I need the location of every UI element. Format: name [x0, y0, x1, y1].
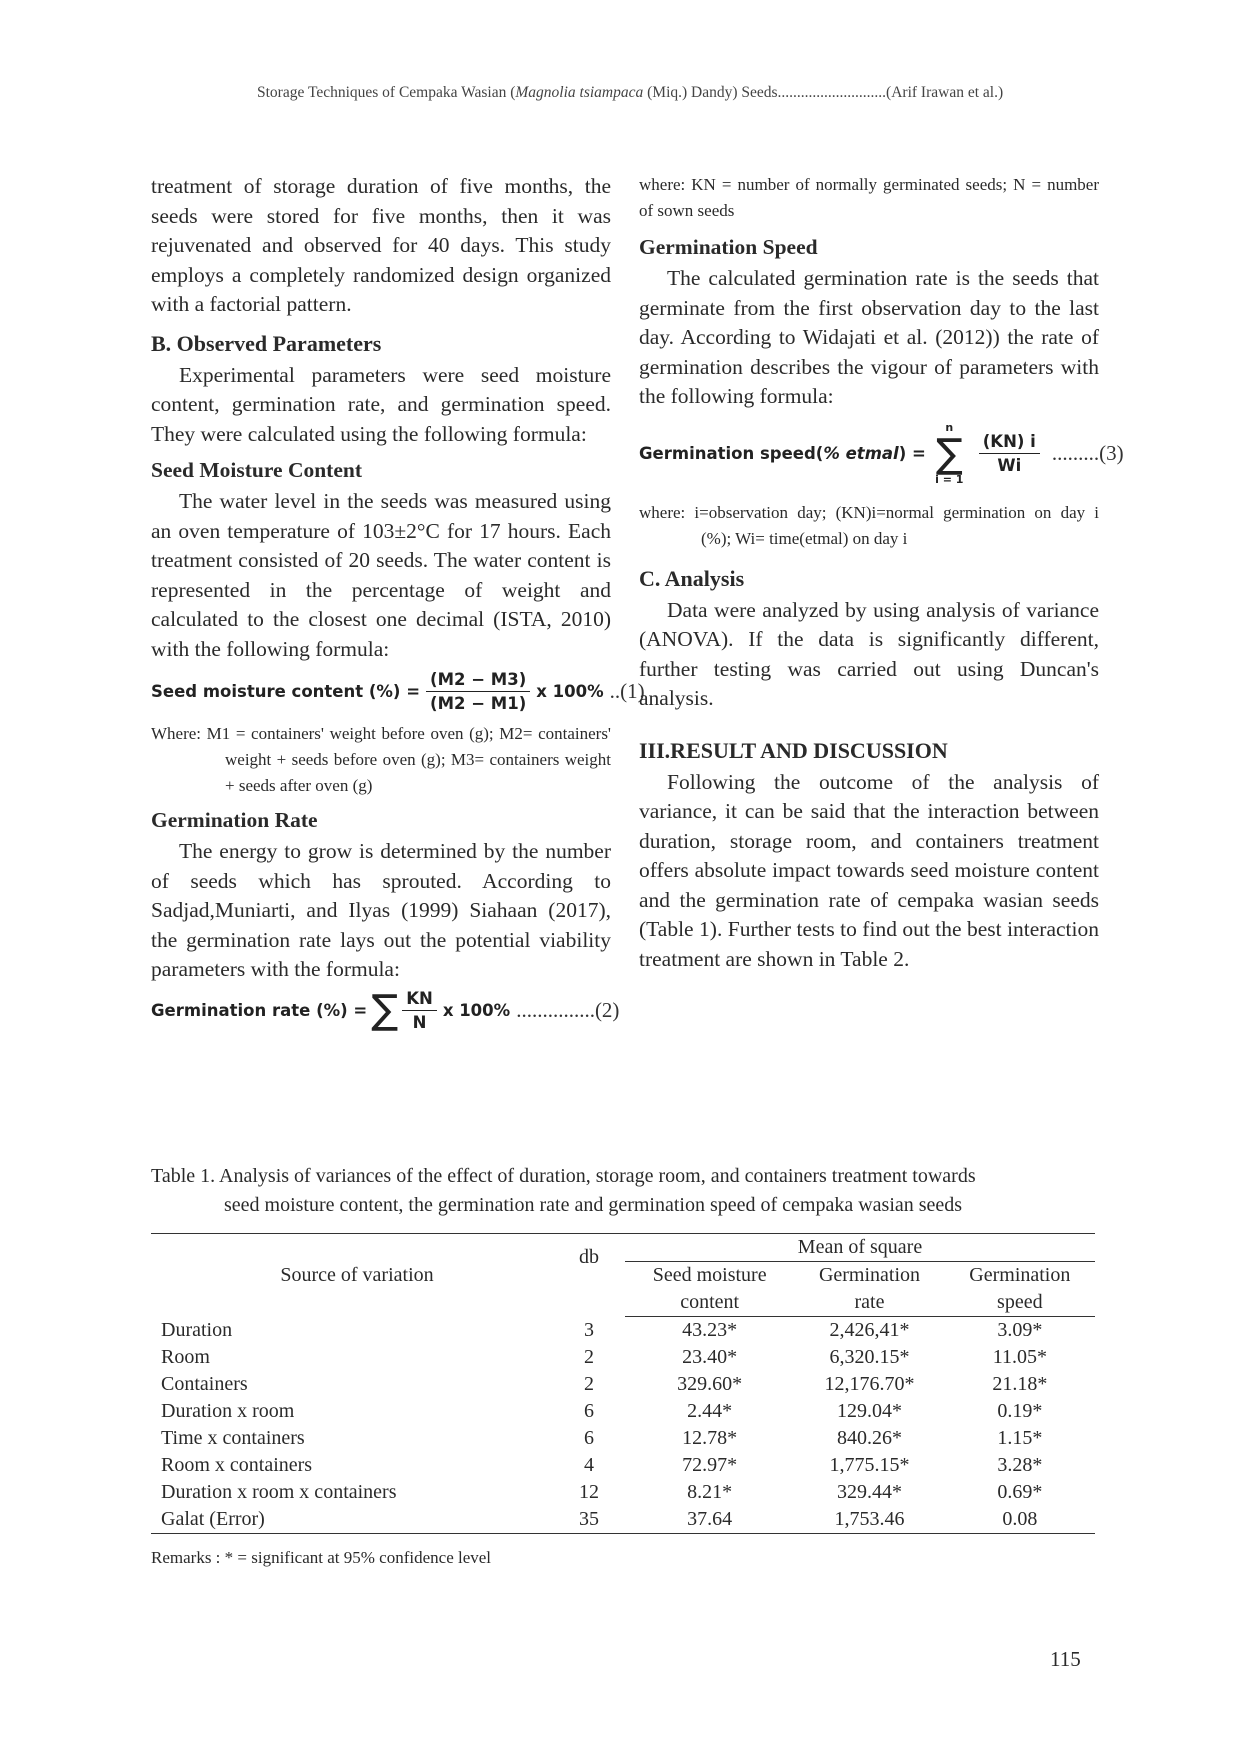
sum-lower-limit: i = 1: [935, 472, 964, 486]
cell-db: 6: [584, 1400, 594, 1422]
where-note: where: i=observation day; (KN)i=normal germination on day i (%); Wi= time(etmal) on day i: [639, 502, 1099, 548]
section-heading: C. Analysis: [639, 565, 745, 591]
caption-line-1: Table 1. Analysis of variances of the effect of duration, storage room, and containers treatment towards: [151, 1165, 976, 1187]
cell-rate: 1,753.46: [794, 1506, 944, 1534]
table-row: [151, 1506, 1095, 1534]
equation-rate: [151, 987, 620, 1033]
paragraph: The water level in the seeds was measured using an oven temperature of 103±2°C for 17 hours. Each treatment consisted of 20 seeds. The water content is represented in the percentage of weight and calculated to the closest one decimal (ISTA, 2010) with the following formula:: [151, 489, 611, 661]
where-note: Where: M1 = containers' weight before oven (g); M2= containers' weight + seeds before oven (g); M3= containers weight + seeds after oven (g): [151, 724, 611, 795]
cell-source: Galat (Error): [151, 1506, 553, 1534]
header-speed: Germination: [969, 1264, 1071, 1286]
cell-db: 4: [584, 1454, 594, 1476]
header-moisture-2: content: [625, 1289, 794, 1317]
cell-rate: 2,426,41*: [829, 1319, 910, 1341]
equation-lhs: Seed moisture content (%) =: [151, 682, 421, 701]
cell-rate: 129.04*: [836, 1400, 902, 1422]
cell-speed: 21.18*: [992, 1373, 1048, 1395]
cell-source: Duration x room x containers: [161, 1481, 397, 1503]
equation-rhs: x 100%: [536, 682, 604, 701]
cell-speed: 0.19*: [997, 1400, 1043, 1422]
section-heading: B. Observed Parameters: [151, 330, 382, 356]
equation-number: ..(1): [609, 679, 645, 703]
paragraph: The calculated germination rate is the seeds that germinate from the first observation day to the last day. According to Widajati et al. (2012)) the rate of germination describes the vigour of parameters with the following formula:: [639, 266, 1099, 408]
equation-unit: % etmal: [823, 444, 899, 463]
table-row: [151, 1344, 1095, 1371]
header-species: Magnolia tsiampaca: [515, 84, 644, 101]
fraction-numerator: (M2 − M3): [426, 670, 530, 692]
equation-number: ...............(2): [516, 997, 620, 1022]
cell-speed: 11.05*: [992, 1346, 1047, 1368]
table-row: [151, 1452, 1095, 1479]
fraction: [979, 432, 1040, 475]
header-mean-of-square: Mean of square: [625, 1234, 1095, 1262]
section-heading: III.RESULT AND DISCUSSION: [639, 737, 948, 763]
cell-db: 12: [579, 1481, 599, 1503]
right-column: [639, 172, 1124, 974]
cell-moisture: 12.78*: [682, 1427, 738, 1449]
table-caption: [151, 1162, 1095, 1220]
cell-moisture: 43.23*: [682, 1319, 738, 1341]
cell-source: Room x containers: [161, 1454, 313, 1476]
equation-rhs: x 100%: [442, 1000, 511, 1020]
cell-rate: 1,775.15*: [829, 1454, 910, 1476]
left-column: [151, 172, 645, 1033]
summation: [932, 422, 967, 486]
caption-line-2: seed moisture content, the germination rate and germination speed of cempaka wasian seeds: [224, 1194, 963, 1216]
cell-source: Room: [161, 1346, 210, 1368]
table-row: [151, 1479, 1095, 1506]
cell-db: 3: [584, 1318, 594, 1341]
fraction: [402, 989, 437, 1032]
running-header: [257, 84, 1099, 102]
cell-db: 2: [584, 1346, 594, 1368]
cell-moisture: 329.60*: [677, 1373, 743, 1395]
equation-moisture: [151, 670, 645, 713]
cell-moisture: 23.40*: [682, 1346, 738, 1368]
equation-lhs: Germination speed(: [639, 444, 824, 463]
header-source: Source of variation: [151, 1234, 553, 1317]
anova-table: [151, 1233, 1095, 1534]
header-rate: Germination: [818, 1264, 921, 1286]
header-title-pre: Storage Techniques of Cempaka Wasian (: [257, 84, 516, 101]
cell-speed: 0.69*: [997, 1481, 1043, 1503]
header-moisture: Seed moisture: [652, 1264, 767, 1286]
page-number: 115: [1050, 1647, 1081, 1671]
fraction-denominator: (M2 − M1): [430, 694, 527, 713]
cell-rate: 12,176.70*: [824, 1373, 915, 1395]
fraction: [426, 670, 530, 713]
fraction-numerator: (KN) i: [979, 432, 1040, 454]
cell-rate: 840.26*: [836, 1427, 902, 1449]
paragraph: Following the outcome of the analysis of variance, it can be said that the interaction between duration, storage room, and containers treatment offers absolute impact towards seed moisture content and the germination rate of cempaka wasian seeds (Table 1). Further tests to find out the best interaction treatment are shown in Table 2.: [639, 769, 1099, 971]
cell-source: Duration: [161, 1318, 233, 1341]
cell-rate: 329.44*: [836, 1481, 902, 1503]
cell-moisture: 72.97*: [682, 1454, 738, 1476]
cell-speed: 3.09*: [997, 1319, 1043, 1341]
cell-speed: 3.28*: [997, 1454, 1043, 1476]
sigma-symbol: ∑: [935, 430, 963, 477]
cell-db: 6: [584, 1427, 594, 1449]
fraction-denominator: N: [412, 1012, 427, 1032]
cell-source: Time x containers: [161, 1427, 305, 1449]
paragraph: The energy to grow is determined by the number of seeds which has sprouted. According to Sadjad,Muniarti, and Ilyas (1999) Siahaan (2017), the germination rate lays out the potential viability parameters with the formula:: [151, 839, 611, 981]
table-row: [151, 1371, 1095, 1398]
table-row: [151, 1425, 1095, 1452]
fraction-numerator: KN: [402, 989, 437, 1011]
cell-moisture: 8.21*: [687, 1481, 733, 1503]
table-row: [151, 1317, 1095, 1345]
cell-speed: 0.08: [945, 1506, 1095, 1534]
header-speed-2: speed: [945, 1289, 1095, 1317]
header-db: db: [553, 1234, 625, 1317]
cell-moisture: 37.64: [625, 1506, 794, 1534]
equation-number: .........(3): [1051, 441, 1124, 465]
cell-db: 35: [553, 1506, 625, 1534]
cell-speed: 1.15*: [997, 1427, 1043, 1449]
fraction-denominator: Wi: [997, 456, 1022, 475]
cell-source: Containers: [161, 1373, 248, 1395]
subsection-heading: Seed Moisture Content: [151, 458, 363, 482]
sum-upper-limit: n: [945, 420, 954, 434]
paragraph: Experimental parameters were seed moisture content, germination rate, and germination speed. They were calculated using the following formula:: [151, 362, 611, 446]
cell-db: 2: [584, 1373, 594, 1395]
header-title-post: (Miq.) Dandy) Seeds............................(Arif Irawan et al.): [643, 84, 1004, 101]
paragraph: Data were analyzed by using analysis of variance (ANOVA). If the data is significantly different, further testing was carried out using Duncan's analysis.: [639, 597, 1099, 710]
paragraph: treatment of storage duration of five months, the seeds were stored for five months, then it was rejuvenated and observed for 40 days. This study employs a completely randomized design organized with a factorial pattern.: [151, 174, 611, 316]
table-row: [151, 1398, 1095, 1425]
sigma-symbol: ∑: [371, 987, 399, 1033]
table-remarks: Remarks : * = significant at 95% confidence level: [151, 1548, 492, 1567]
equation-speed: [639, 420, 1124, 486]
equation-lhs-close: ) =: [898, 444, 926, 463]
where-note: where: KN = number of normally germinated seeds; N = number of sown seeds: [639, 175, 1099, 220]
cell-rate: 6,320.15*: [829, 1346, 910, 1368]
subsection-heading: Germination Speed: [639, 235, 818, 259]
cell-source: Duration x room: [161, 1400, 295, 1422]
subsection-heading: Germination Rate: [151, 808, 318, 832]
cell-moisture: 2.44*: [687, 1400, 733, 1422]
header-rate-2: rate: [794, 1289, 944, 1317]
equation-lhs: Germination rate (%) =: [151, 1000, 368, 1020]
